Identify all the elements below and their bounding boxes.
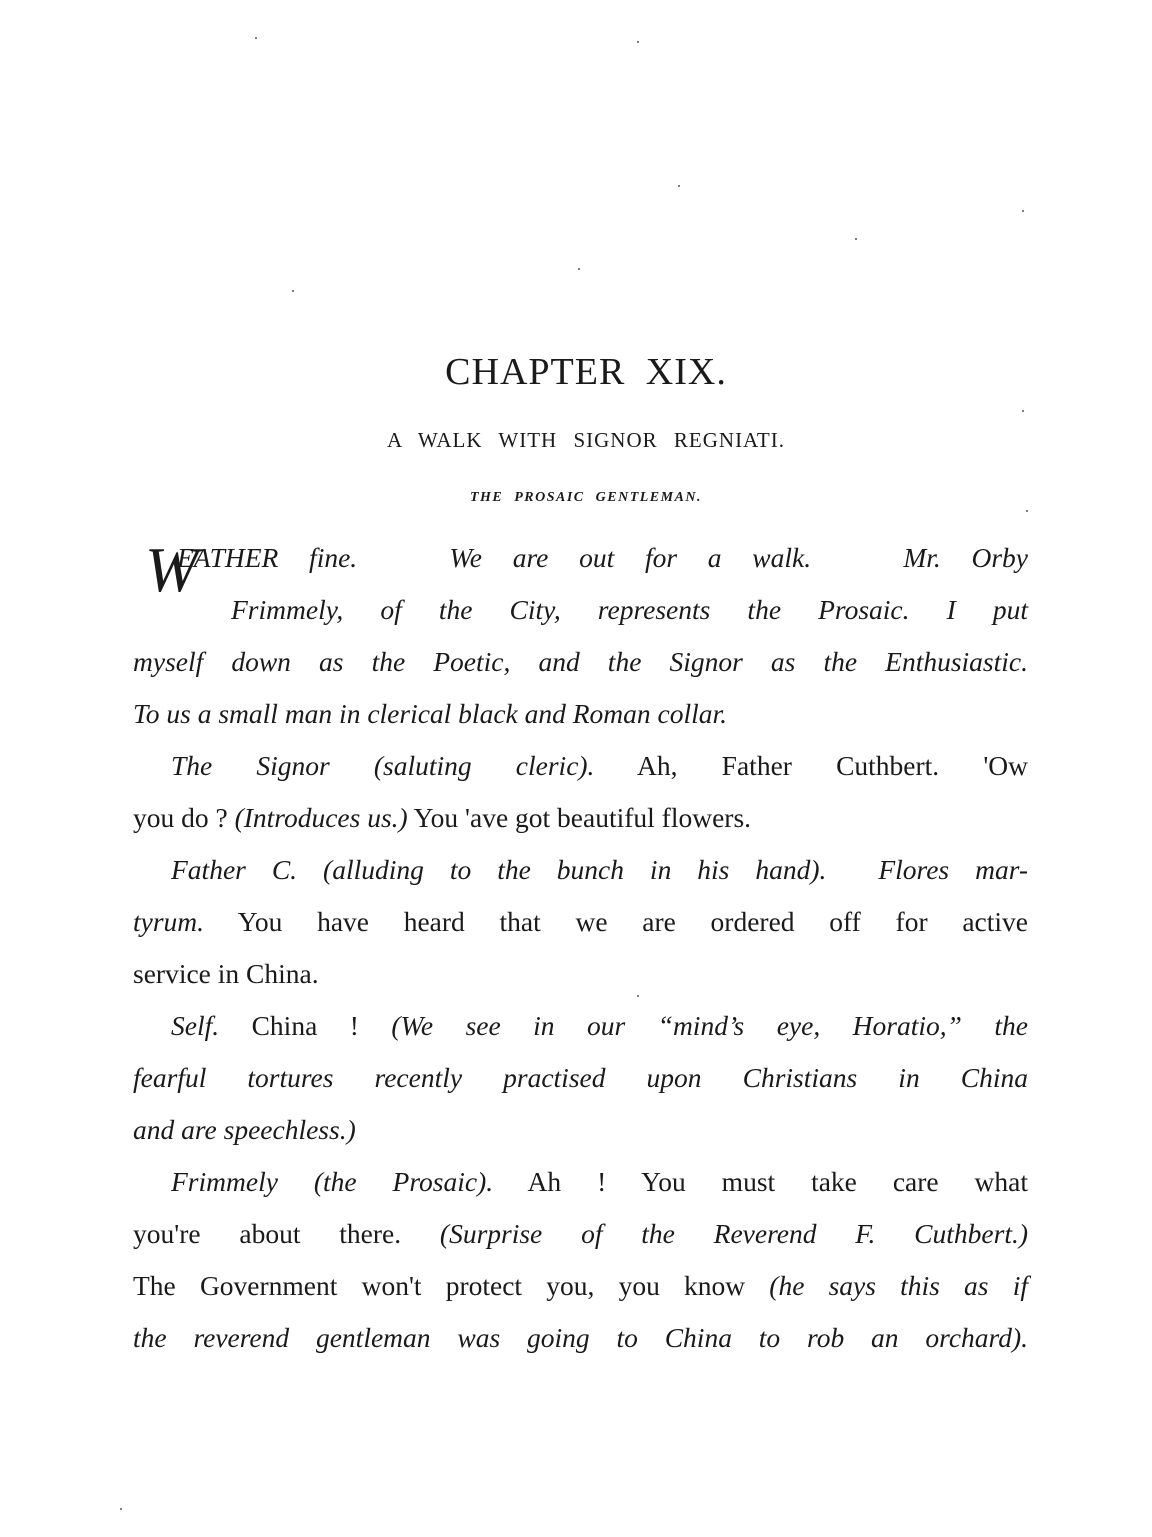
p1-text: We are out for a walk. — [449, 542, 812, 573]
scan-speck — [120, 1508, 122, 1510]
stage-direction: (Introduces us.) — [234, 802, 408, 833]
p3-line-2 — [133, 896, 1028, 948]
p1-text: EATHER fine. — [177, 542, 358, 573]
speaker-name: Father C. — [171, 854, 298, 885]
paragraph-4 — [133, 1000, 1028, 1156]
dialogue: China ! — [219, 1010, 392, 1041]
stage-direction: (saluting cleric). — [373, 750, 595, 781]
latin-phrase: Flores mar- — [878, 854, 1029, 885]
dialogue: you're about there. — [133, 1218, 440, 1249]
stage-direction: the reverend gentleman was going to China to rob an orchard). — [133, 1322, 1028, 1353]
drop-cap: W — [145, 534, 199, 605]
speaker-name: Self. — [171, 1010, 220, 1041]
paragraph-5 — [133, 1156, 1028, 1364]
p5-line-2 — [133, 1208, 1028, 1260]
p1-line-1 — [133, 532, 1028, 584]
scan-speck — [1022, 210, 1024, 212]
p3-line-1 — [133, 844, 1028, 896]
p1-line-3 — [133, 636, 1028, 688]
scan-speck — [637, 995, 639, 997]
scan-speck — [292, 290, 294, 292]
scan-speck — [855, 238, 857, 240]
p5-line-3 — [133, 1260, 1028, 1312]
scan-speck — [1022, 410, 1024, 412]
p4-line-3 — [133, 1104, 1028, 1156]
p2-line-2 — [133, 792, 1028, 844]
scan-speck — [1026, 510, 1028, 512]
stage-direction: and are speechless.) — [133, 1114, 356, 1145]
scan-speck — [678, 185, 680, 187]
stage-direction: (We see in our “mind’s eye, Horatio,” the — [391, 1010, 1028, 1041]
paragraph-1 — [133, 532, 1028, 740]
stage-direction: (Surprise of the Reverend F. Cuthbert.) — [439, 1218, 1029, 1249]
dialogue: you do ? — [133, 802, 235, 833]
stage-direction: fearful tortures recently practised upon Christians in China — [133, 1062, 1028, 1093]
p4-line-1 — [133, 1000, 1028, 1052]
section-title: THE PROSAIC GENTLEMAN. — [469, 490, 703, 505]
p2-line-1 — [133, 740, 1028, 792]
dialogue: service in China. — [133, 958, 319, 989]
p1-text: myself down as the Poetic, and the Signor as the Enthusiastic. — [133, 646, 1028, 677]
paragraph-2 — [133, 740, 1028, 844]
speaker-name: The Signor — [171, 750, 330, 781]
p1-text: To us a small man in clerical black and Roman collar. — [133, 698, 728, 729]
dialogue: You 'ave got beautiful flowers. — [407, 802, 752, 833]
paragraph-3 — [133, 844, 1028, 1000]
p5-line-1 — [133, 1156, 1028, 1208]
body-text — [133, 532, 1028, 1364]
scan-speck — [255, 37, 257, 39]
p1-line-2 — [133, 584, 1028, 636]
p5-line-4 — [133, 1312, 1028, 1364]
p4-line-2 — [133, 1052, 1028, 1104]
chapter-title: CHAPTER XIX. — [445, 351, 727, 393]
scan-speck — [578, 268, 580, 270]
dialogue: You have heard that we are ordered off for active — [204, 906, 1028, 937]
stage-direction: (alluding to the bunch in his hand). — [323, 854, 827, 885]
p1-text: Mr. Orby — [903, 542, 1029, 573]
stage-direction: (he says this as if — [769, 1270, 1028, 1301]
chapter-subtitle: A WALK WITH SIGNOR REGNIATI. — [387, 428, 785, 452]
latin-phrase: tyrum. — [133, 906, 205, 937]
speaker-name: Frimmely — [171, 1166, 278, 1197]
p1-text: Frimmely, of the City, represents the Prosaic. I put — [231, 594, 1028, 625]
dialogue: Ah, Father Cuthbert. 'Ow — [594, 750, 1028, 781]
stage-direction: (the Prosaic). — [313, 1166, 494, 1197]
dialogue: Ah ! You must take care what — [493, 1166, 1028, 1197]
p1-line-4 — [133, 688, 1028, 740]
scan-speck — [637, 41, 639, 43]
dialogue: The Government won't protect you, you know — [133, 1270, 770, 1301]
p3-line-3 — [133, 948, 1028, 1000]
